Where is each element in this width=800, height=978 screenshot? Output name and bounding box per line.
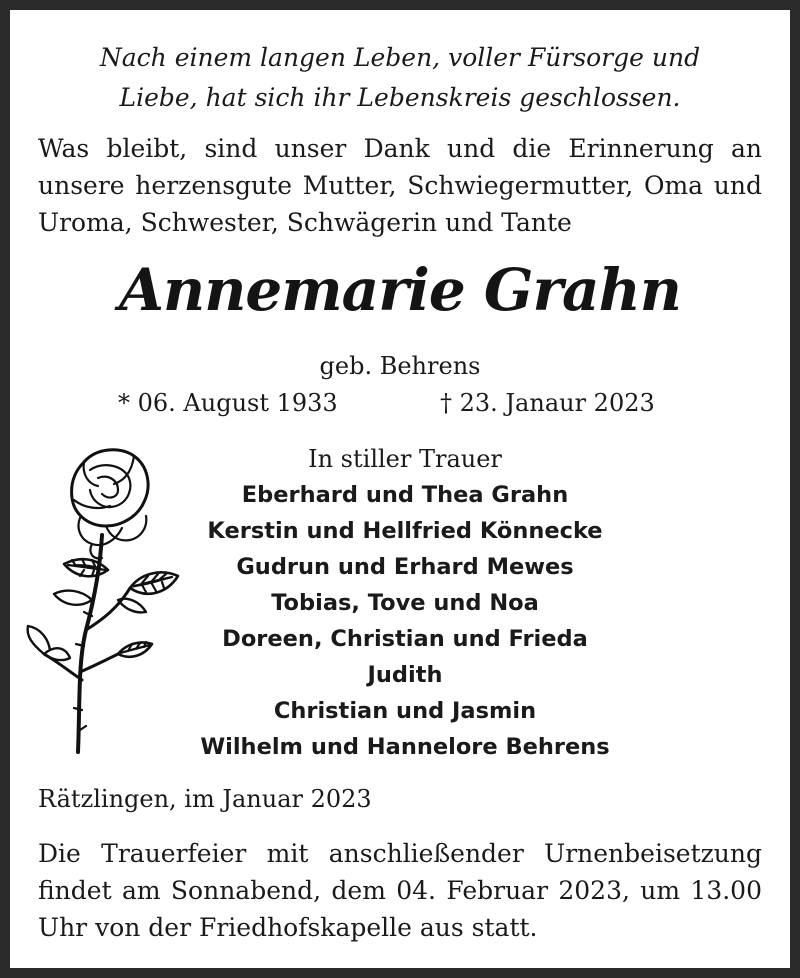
frame-border-top — [0, 0, 800, 10]
mourner-name: Eberhard und Thea Grahn — [241, 482, 569, 508]
birth-date: * 06. August 1933 — [118, 389, 338, 417]
mourners-lead: In stiller Trauer — [308, 445, 502, 473]
funeral-notice: Die Trauerfeier mit anschließender Urnenbeisetzung findet am Sonnabend, dem 04. Februar 2023, um 13.00 Uhr von der Friedhofskapelle aus statt. — [38, 839, 762, 942]
mourner-name: Doreen, Christian und Frieda — [222, 626, 588, 652]
mourner-name: Gudrun und Erhard Mewes — [236, 554, 574, 580]
deceased-name: Annemarie Grahn — [119, 256, 681, 324]
frame-border-right — [790, 0, 800, 978]
place-date: Rätzlingen, im Januar 2023 — [38, 785, 372, 813]
mourner-name: Kerstin und Hellfried Könnecke — [207, 518, 603, 544]
dedication-text: Was bleibt, sind unser Dank und die Erinnerung an unsere herzensgute Mutter, Schwiegermutter, Oma und Uroma, Schwester, Schwägerin und Tante — [38, 134, 762, 237]
mourners-list — [160, 477, 650, 765]
mourner-name: Judith — [367, 662, 443, 688]
frame-border-bottom — [0, 968, 800, 978]
mourners-block — [160, 441, 650, 765]
intro-quote — [28, 38, 772, 118]
mourner-name: Tobias, Tove und Noa — [271, 590, 539, 616]
mourner-name: Christian und Jasmin — [273, 698, 537, 724]
intro-line-2: Liebe, hat sich ihr Lebenskreis geschlossen. — [119, 83, 681, 112]
intro-line-1: Nach einem langen Leben, voller Fürsorge und — [99, 43, 701, 72]
frame-border-left — [0, 0, 10, 978]
mourner-name: Wilhelm und Hannelore Behrens — [200, 734, 610, 760]
maiden-name: geb. Behrens — [319, 352, 481, 380]
death-date: † 23. Janaur 2023 — [440, 389, 655, 417]
